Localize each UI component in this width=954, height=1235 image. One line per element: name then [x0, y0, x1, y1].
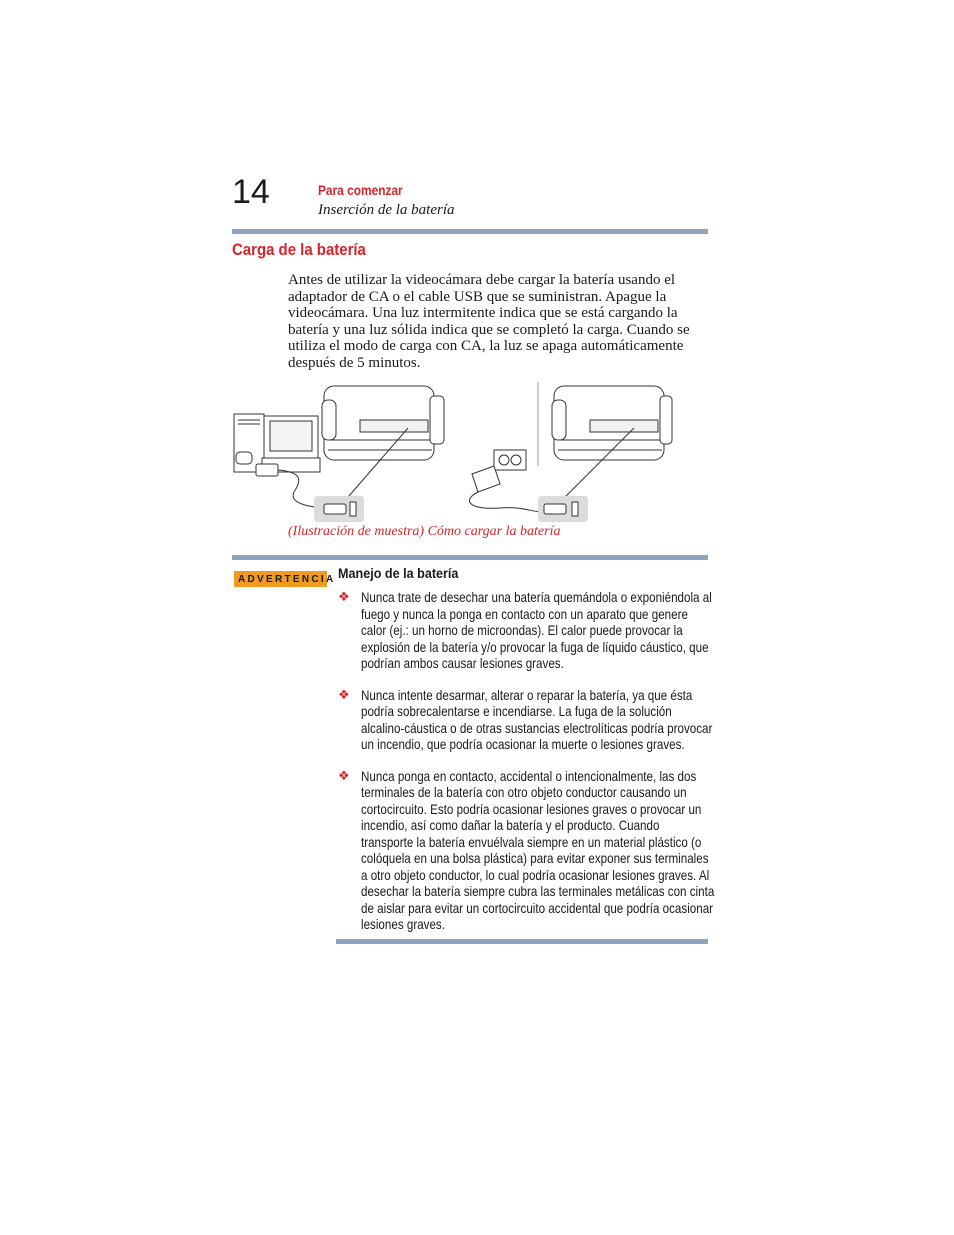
- intro-paragraph: Antes de utilizar la videocámara debe cargar la batería usando el adaptador de CA o el cable USB que se suministran. Apague la videocámara. Una luz intermitente indica que se está cargando la batería y una luz sólida indica que se completó la carga. Cuando se utiliza el modo de carga con CA, la luz se apaga automáticamente después de 5 minutos.: [288, 272, 690, 371]
- list-item-text: Nunca trate de desechar una batería quemándola o exponiéndola al fuego y nunca la ponga en contacto con un aparato que genere calor (ej.: un horno de microondas). El calor puede provocar la explosión de la batería y/o provocar la fuga de líquido cáustico, que podrían ambos causar lesiones graves.: [361, 589, 712, 671]
- warning-list: [338, 589, 778, 948]
- page-number: 14: [232, 173, 270, 211]
- list-item-text: Nunca intente desarmar, alterar o reparar la batería, ya que ésta podría sobrecalentarse e incendiarse. La fuga de la solución alcalino-cáustica o de otras sustancias electrolíticas podría provocar un incendio, que podría ocasionar la muerte o lesiones graves.: [361, 686, 713, 752]
- warning-badge-label: ADVERTENCIA: [238, 573, 336, 585]
- warning-top-rule: [232, 555, 708, 560]
- camcorder-illustration-right: [538, 380, 678, 525]
- diamond-bullet-icon: ❖: [338, 589, 350, 604]
- chapter-title: Para comenzar: [318, 182, 403, 198]
- page-heading: Carga de la batería: [232, 240, 366, 259]
- warning-badge: [234, 571, 336, 587]
- warning-bottom-rule: [336, 939, 708, 944]
- list-item: [338, 687, 778, 753]
- usb-connector-callout: [314, 496, 364, 522]
- list-item: [338, 768, 778, 933]
- camcorder-icon-right: [552, 386, 672, 460]
- list-item-text: Nunca ponga en contacto, accidental o intencionalmente, las dos terminales de la batería con otro objeto conductor causando un cortocircuito. Esto podría ocasionar lesiones graves o provocar un incendio, así como dañar la batería y el producto. Cuando transporte la batería envuélvala siempre en un material plástico (o colóquela en una bolsa plástica) para evitar exponer sus terminales a otro objeto conductor, lo cual podría ocasionar lesiones graves. Al desechar la batería siempre cubra las terminales metálicas con cinta de aislar para evitar un cortocircuito accidental que podría ocasionar lesiones graves.: [361, 767, 715, 932]
- warning-title: Manejo de la batería: [338, 565, 459, 581]
- ac-adapter-icon: [469, 466, 542, 512]
- wall-outlet-icon: [494, 450, 526, 470]
- ac-connector-callout: [538, 496, 588, 522]
- header-rule: [232, 229, 708, 234]
- section-title: Inserción de la batería: [318, 202, 455, 218]
- diamond-bullet-icon: ❖: [338, 767, 350, 783]
- computer-tower-icon: [234, 414, 264, 472]
- figure-caption: (Ilustración de muestra) Cómo cargar la batería: [288, 524, 561, 539]
- diamond-bullet-icon: ❖: [338, 686, 350, 702]
- camcorder-icon-left: [322, 386, 444, 460]
- list-item: [338, 589, 778, 672]
